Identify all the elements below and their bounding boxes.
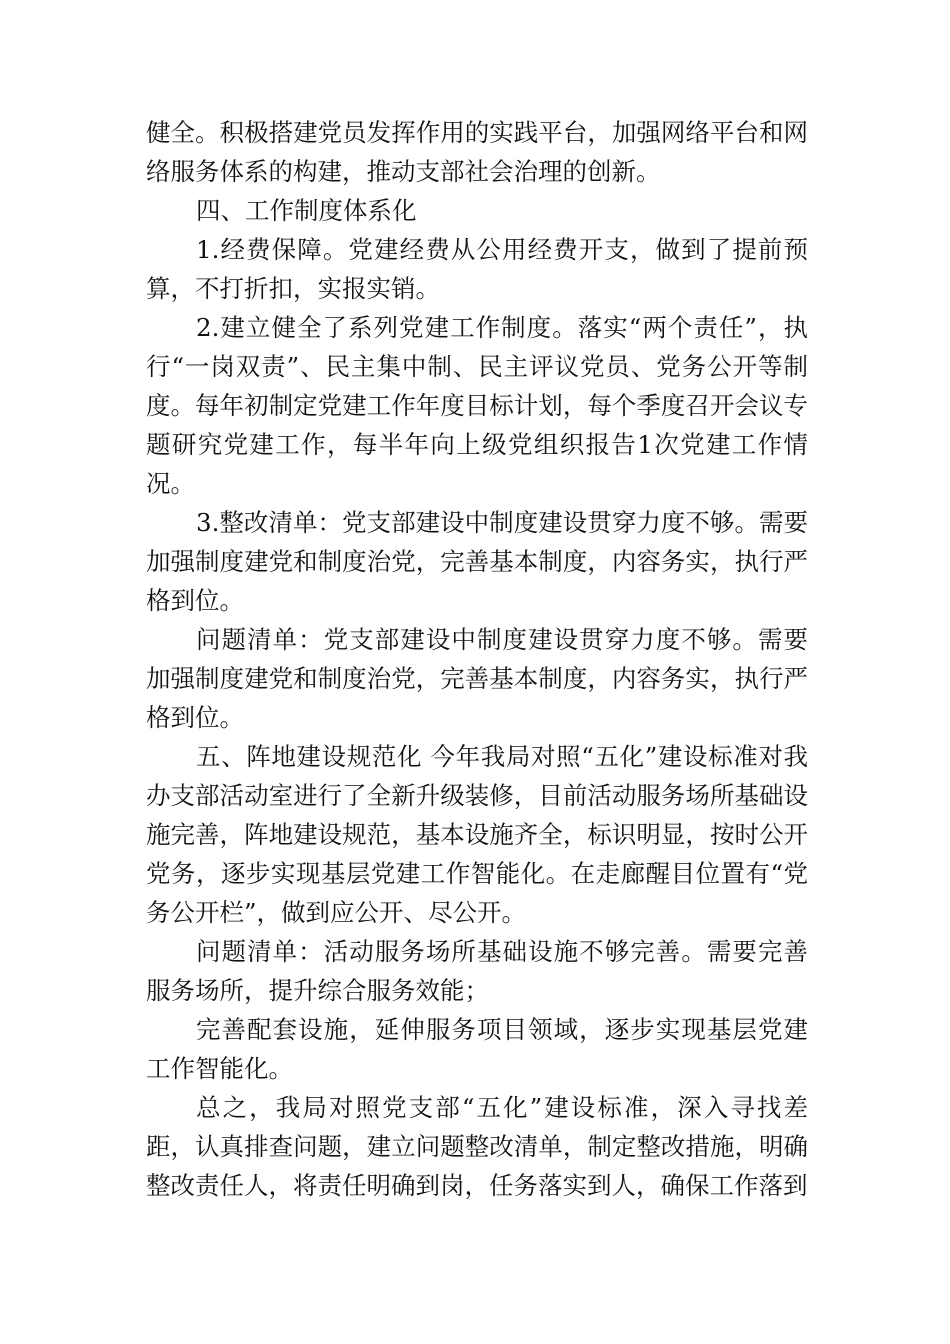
paragraph-1: 健全。积极搭建党员发挥作用的实践平台，加强网络平台和网络服务体系的构建，推动支部社会治理的创新。 [146,118,808,186]
paragraph-system-rules: 2.建立健全了系列党建工作制度。落实“两个责任”，执行“一岗双责”、民主集中制、民主评议党员、党务公开等制度。每年初制定党建工作年度目标计划，每个季度召开会议专题研究党建工作，每半年向上级党组织报告1次党建工作情况。 [146,313,808,498]
paragraph-summary: 总之，我局对照党支部“五化”建设标准，深入寻找差距，认真排查问题，建立问题整改清单，制定整改措施，明确整改责任人，将责任明确到岗，任务落实到人，确保工作落到 [146,1093,808,1200]
paragraph-problem-list-1: 问题清单：党支部建设中制度建设贯穿力度不够。需要加强制度建党和制度治党，完善基本制度，内容务实，执行严格到位。 [146,625,808,732]
document-page [146,113,808,1205]
paragraph-section-5: 五、阵地建设规范化 今年我局对照“五化”建设标准对我办支部活动室进行了全新升级装修，目前活动服务场所基础设施完善，阵地建设规范，基本设施齐全，标识明显，按时公开党务，逐步实现基层党建工作智能化。在走廊醒目位置有“党务公开栏”，做到应公开、尽公开。 [146,742,808,927]
heading-section-4: 四、工作制度体系化 [196,196,417,225]
paragraph-facilities: 完善配套设施，延伸服务项目领域，逐步实现基层党建工作智能化。 [146,1015,808,1083]
paragraph-problem-list-2: 问题清单：活动服务场所基础设施不够完善。需要完善服务场所，提升综合服务效能； [146,937,808,1005]
paragraph-funding: 1.经费保障。党建经费从公用经费开支，做到了提前预算，不打折扣，实报实销。 [146,235,808,303]
paragraph-rectification-list: 3.整改清单：党支部建设中制度建设贯穿力度不够。需要加强制度建党和制度治党，完善基本制度，内容务实，执行严格到位。 [146,508,808,615]
